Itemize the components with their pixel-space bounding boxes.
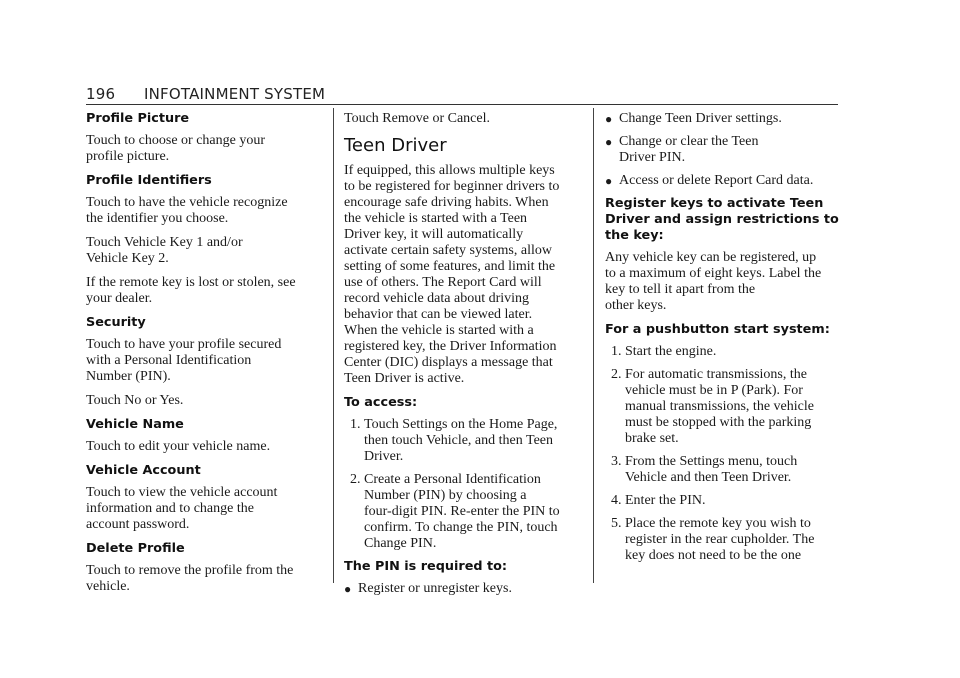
column-middle xyxy=(344,108,582,604)
bullet-text: Change Teen Driver settings. xyxy=(619,111,782,126)
list-item xyxy=(344,472,582,552)
delete-profile-text: Touch to remove the profile from the vehicle. xyxy=(86,563,294,594)
pin-required-heading: The PIN is required to: xyxy=(344,559,508,574)
pin-required-list xyxy=(344,581,582,597)
section-title: INFOTAINMENT SYSTEM xyxy=(144,85,326,103)
step-number: 1. xyxy=(611,344,622,359)
bullet-text: Change or clear the Teen Driver PIN. xyxy=(619,134,759,165)
vehicle-account-text: Touch to view the vehicle account information and to change the account password. xyxy=(86,485,278,532)
list-item xyxy=(605,173,843,189)
page-header xyxy=(86,85,838,105)
teen-driver-text: If equipped, this allows multiple keys to be registered for beginner drivers to encourage safe driving habits. When the vehicle is started with a Teen Driver key, it will automatically activate certain safety systems, allow setting of some features, and limit the use of others. The Report Card will record vehicle data about driving behavior that can be viewed later. When the vehicle is started with a registered key, the Driver Information Center (DIC) displays a message that Teen Driver is active. xyxy=(344,163,560,386)
step-text: Start the engine. xyxy=(625,344,717,359)
step-text: Touch Settings on the Home Page, then touch Vehicle, and then Teen Driver. xyxy=(364,417,558,464)
profile-identifiers-lost: If the remote key is lost or stolen, see your dealer. xyxy=(86,275,296,306)
step-number: 3. xyxy=(611,454,622,469)
vehicle-name-heading: Vehicle Name xyxy=(86,417,184,432)
step-number: 5. xyxy=(611,516,622,531)
list-item xyxy=(605,134,843,166)
column-left xyxy=(86,108,324,603)
profile-picture-heading: Profile Picture xyxy=(86,111,190,126)
list-item xyxy=(605,493,843,509)
pin-required-list-cont xyxy=(605,111,843,189)
step-text: From the Settings menu, touch Vehicle and then Teen Driver. xyxy=(625,454,798,485)
list-item xyxy=(605,111,843,127)
column-divider xyxy=(593,108,594,583)
step-text: Create a Personal Identification Number (PIN) by choosing a four-digit PIN. Re-enter the PIN to confirm. To change the PIN, touch Change PIN. xyxy=(364,472,560,551)
security-heading: Security xyxy=(86,315,146,330)
profile-identifiers-heading: Profile Identifiers xyxy=(86,173,212,188)
delete-profile-heading: Delete Profile xyxy=(86,541,185,556)
list-item xyxy=(605,344,843,360)
column-right xyxy=(605,108,843,571)
list-item xyxy=(344,417,582,465)
step-number: 2. xyxy=(611,367,622,382)
pushbutton-heading: For a pushbutton start system: xyxy=(605,322,830,337)
security-text: Touch to have your profile secured with a Personal Identification Number (PIN). xyxy=(86,337,282,384)
profile-identifiers-text: Touch to have the vehicle recognize the identifier you choose. xyxy=(86,195,288,226)
vehicle-account-heading: Vehicle Account xyxy=(86,463,201,478)
register-keys-heading: Register keys to activate Teen Driver and assign restrictions to the key: xyxy=(605,196,839,243)
to-access-steps xyxy=(344,417,582,552)
teen-driver-heading: Teen Driver xyxy=(344,135,447,156)
bullet-icon: ● xyxy=(344,582,352,596)
step-number: 1. xyxy=(350,417,361,432)
list-item xyxy=(605,367,843,447)
bullet-icon: ● xyxy=(605,135,613,149)
to-access-heading: To access: xyxy=(344,395,418,410)
step-text: Place the remote key you wish to register in the rear cupholder. The key does not need to be the one xyxy=(625,516,815,563)
header-rule xyxy=(86,104,838,105)
page-number: 196 xyxy=(86,85,116,103)
pushbutton-steps xyxy=(605,344,843,564)
profile-identifiers-keys: Touch Vehicle Key 1 and/or Vehicle Key 2. xyxy=(86,235,243,266)
remove-cancel-text: Touch Remove or Cancel. xyxy=(344,111,490,126)
step-text: Enter the PIN. xyxy=(625,493,706,508)
step-number: 2. xyxy=(350,472,361,487)
column-divider xyxy=(333,108,334,583)
security-options: Touch No or Yes. xyxy=(86,393,184,408)
bullet-text: Register or unregister keys. xyxy=(358,581,512,596)
list-item xyxy=(605,454,843,486)
profile-picture-text: Touch to choose or change your profile picture. xyxy=(86,133,266,164)
vehicle-name-text: Touch to edit your vehicle name. xyxy=(86,439,271,454)
list-item xyxy=(605,516,843,564)
step-number: 4. xyxy=(611,493,622,508)
register-keys-text: Any vehicle key can be registered, up to a maximum of eight keys. Label the key to tell it apart from the other keys. xyxy=(605,250,822,313)
bullet-icon: ● xyxy=(605,112,613,126)
bullet-icon: ● xyxy=(605,174,613,188)
list-item xyxy=(344,581,582,597)
bullet-text: Access or delete Report Card data. xyxy=(619,173,814,188)
step-text: For automatic transmissions, the vehicle must be in P (Park). For manual transmissions, the vehicle must be stopped with the parking brake set. xyxy=(625,367,814,446)
